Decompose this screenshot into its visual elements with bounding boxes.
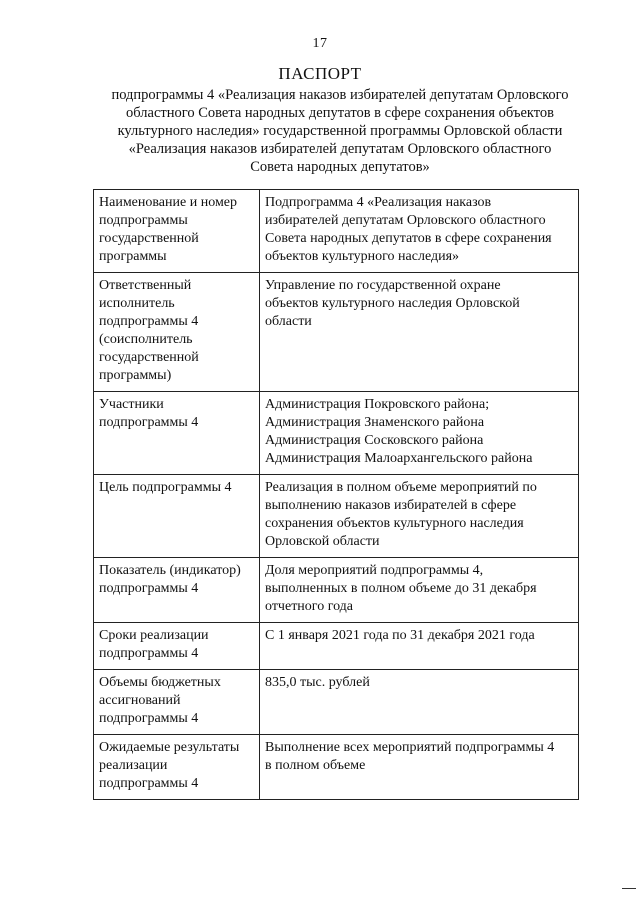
row-value-line: отчетного года — [265, 599, 354, 614]
row-label-line: подпрограммы 4 — [99, 776, 199, 791]
document-subtitle — [60, 86, 620, 176]
row-value-line: сохранения объектов культурного наследия — [265, 516, 524, 531]
row-label-line: государственной — [99, 350, 199, 365]
row-label-line: подпрограммы — [99, 213, 188, 228]
row-value-cell — [260, 190, 579, 273]
table-row — [94, 670, 579, 735]
scan-mark — [622, 888, 636, 889]
row-value-line: Администрация Знаменского района — [265, 415, 485, 430]
row-label-line: Ответственный — [99, 278, 192, 293]
subtitle-line: областного Совета народных депутатов в сфере сохранения объектов — [126, 105, 554, 121]
row-value-line: Доля мероприятий подпрограммы 4, — [265, 563, 484, 578]
row-label-line: программы) — [99, 368, 172, 383]
row-value-line: объектов культурного наследия» — [265, 249, 460, 264]
subtitle-line: «Реализация наказов избирателей депутатам Орловского областного — [128, 141, 552, 157]
row-label-line: Участники — [99, 397, 164, 412]
row-label-line: Объемы бюджетных — [99, 675, 221, 690]
row-value-line: 835,0 тыс. рублей — [265, 675, 370, 690]
row-value-line: объектов культурного наследия Орловской — [265, 296, 520, 311]
row-value-line: Орловской области — [265, 534, 380, 549]
row-label-line: подпрограммы 4 — [99, 314, 199, 329]
row-value-line: Выполнение всех мероприятий подпрограммы 4 — [265, 740, 555, 755]
row-value-line: в полном объеме — [265, 758, 366, 773]
row-value-line: Подпрограмма 4 «Реализация наказов — [265, 195, 492, 210]
row-label-line: ассигнований — [99, 693, 181, 708]
row-label-line: Ожидаемые результаты — [99, 740, 240, 755]
passport-table-body — [94, 190, 579, 800]
row-value-cell — [260, 623, 579, 670]
row-label-line: подпрограммы 4 — [99, 415, 199, 430]
row-value-cell — [260, 475, 579, 558]
row-label-cell — [94, 558, 260, 623]
row-value-line: Администрация Малоархангельского района — [265, 451, 533, 466]
table-row — [94, 558, 579, 623]
row-value-line: Администрация Сосковского района — [265, 433, 484, 448]
row-value-cell — [260, 558, 579, 623]
row-label-cell — [94, 623, 260, 670]
subtitle-line: подпрограммы 4 «Реализация наказов избирателей депутатам Орловского — [111, 87, 569, 103]
row-value-cell — [260, 670, 579, 735]
row-label-cell — [94, 190, 260, 273]
row-label-line: подпрограммы 4 — [99, 646, 199, 661]
row-value-cell — [260, 392, 579, 475]
subtitle-line: Совета народных депутатов» — [250, 159, 430, 175]
row-label-line: исполнитель — [99, 296, 175, 311]
row-value-line: области — [265, 314, 312, 329]
table-row — [94, 623, 579, 670]
row-label-line: Показатель (индикатор) — [99, 563, 241, 578]
page-number: 17 — [312, 36, 328, 51]
row-label-line: государственной — [99, 231, 199, 246]
row-value-line: Администрация Покровского района; — [265, 397, 490, 412]
row-label-line: подпрограммы 4 — [99, 581, 199, 596]
table-row — [94, 735, 579, 800]
row-value-line: Реализация в полном объеме мероприятий по — [265, 480, 537, 495]
row-label-line: Наименование и номер — [99, 195, 238, 210]
subtitle-line: культурного наследия» государственной программы Орловской области — [117, 123, 563, 139]
row-label-line: подпрограммы 4 — [99, 711, 199, 726]
row-value-cell — [260, 273, 579, 392]
row-label-cell — [94, 735, 260, 800]
row-label-cell — [94, 670, 260, 735]
table-row — [94, 190, 579, 273]
row-value-line: С 1 января 2021 года по 31 декабря 2021 года — [265, 628, 535, 643]
row-label-line: (соисполнитель — [99, 332, 193, 347]
row-value-line: избирателей депутатам Орловского областного — [265, 213, 546, 228]
row-value-cell — [260, 735, 579, 800]
document-heading: ПАСПОРТ — [278, 64, 362, 83]
row-label-cell — [94, 273, 260, 392]
row-label-line: Цель подпрограммы 4 — [99, 480, 232, 495]
row-value-line: Совета народных депутатов в сфере сохранения — [265, 231, 552, 246]
row-label-cell — [94, 392, 260, 475]
table-row — [94, 392, 579, 475]
row-label-line: Сроки реализации — [99, 628, 209, 643]
row-value-line: выполнению наказов избирателей в сфере — [265, 498, 517, 513]
row-label-line: программы — [99, 249, 167, 264]
row-value-line: Управление по государственной охране — [265, 278, 501, 293]
row-label-line: реализации — [99, 758, 168, 773]
row-value-line: выполненных в полном объеме до 31 декабря — [265, 581, 537, 596]
table-row — [94, 475, 579, 558]
passport-table — [93, 189, 579, 800]
row-label-cell — [94, 475, 260, 558]
table-row — [94, 273, 579, 392]
